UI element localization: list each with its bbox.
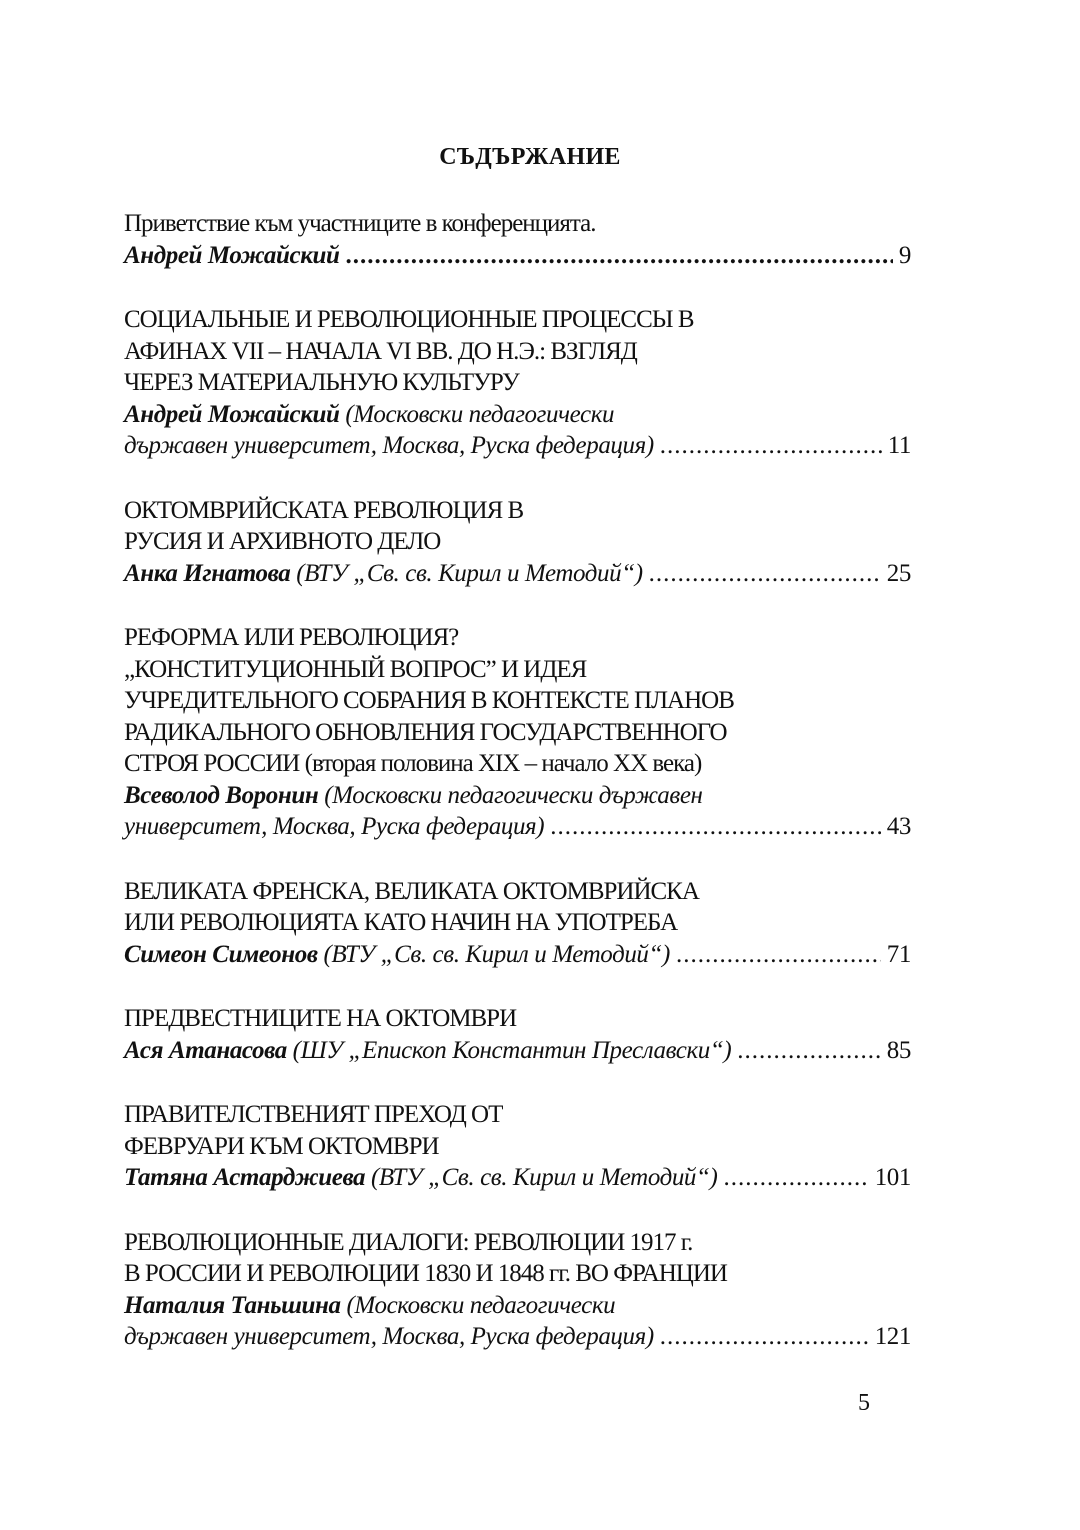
entry-author: Ася Атанасова [124,1036,287,1064]
entry-title-line: В РОССИИ И РЕВОЛЮЦИИ 1830 И 1848 гг. ВО ФРАНЦИИ [124,1260,727,1287]
entry-author-line [124,1162,911,1194]
entry-author: Татяна Астарджиева [124,1164,366,1191]
entry-page-number: 101 [874,1164,911,1191]
entry-title-line: ОКТОМВРИЙСКАТА РЕВОЛЮЦИЯ В [124,496,524,524]
entry-affiliation: държавен университет, Москва, Руска федерация) [124,432,654,459]
entry-author: Всеволод Воронин [124,781,319,809]
page-title: СЪДЪРЖАНИЕ [439,144,621,170]
entry-affiliation: (ВТУ „Св. св. Кирил и Методий“) [296,559,643,587]
entry-title-line: УЧРЕДИТЕЛЬНОГО СОБРАНИЯ В КОНТЕКСТЕ ПЛАНОВ [124,687,734,714]
entry-affiliation-line [124,811,911,843]
entry-author-line [124,558,911,590]
entry-title-line: РЕВОЛЮЦИОННЫЕ ДИАЛОГИ: РЕВОЛЮЦИИ 1917 г. [124,1228,693,1256]
entry-affiliation: (Московски педагогически [346,1291,616,1319]
entry-author-line [124,780,911,812]
entry-affiliation: (Московски педагогически [345,400,615,428]
entry-title-line: РАДИКАЛЬНОГО ОБНОВЛЕНИЯ ГОСУДАРСТВЕННОГО [124,718,727,746]
entry-title-line: Приветствие към участниците в конференцията. [124,210,596,237]
entry-affiliation: университет, Москва, Руска федерация) [124,813,545,840]
entry-author: Анка Игнатова [124,559,291,587]
entry-title-line: ВЕЛИКАТА ФРЕНСКА, ВЕЛИКАТА ОКТОМВРИЙСКА [124,877,699,905]
toc-entry [124,1099,911,1194]
toc-entry [124,1003,911,1066]
entry-title-line: СТРОЯ РОССИИ (вторая половина XIX – начало XX века) [124,750,702,777]
dot-leader [660,1321,869,1353]
toc-entry [124,495,911,590]
entry-page-number: 85 [886,1036,911,1064]
entry-title-line: РУСИЯ И АРХИВНОТО ДЕЛО [124,528,441,555]
entry-affiliation-line [124,1321,911,1353]
dot-leader [737,1035,881,1067]
entry-title-line: СОЦИАЛЬНЫЕ И РЕВОЛЮЦИОННЫЕ ПРОЦЕССЫ В [124,306,694,333]
entry-author-line [124,1290,911,1322]
entry-page-number: 25 [886,559,911,587]
entry-author: Наталия Таньшина [124,1291,341,1319]
entry-affiliation: държавен университет, Москва, Руска федерация) [124,1323,654,1350]
entry-affiliation-line [124,430,911,462]
dot-leader [723,1162,868,1194]
entry-author: Андрей Можайский [124,400,340,428]
entry-author: Симеон Симеонов [124,940,318,968]
entry-author: Андрей Можайский [124,241,340,269]
entry-author-line [124,939,911,971]
page-number: 5 [858,1390,870,1416]
entry-page-number: 121 [874,1323,911,1350]
entry-author-line [124,1035,911,1067]
entry-page-number: 43 [886,813,911,840]
toc-entry [124,876,911,971]
toc-entry [124,304,911,462]
toc-entry [124,622,911,843]
entry-title-line: ЧЕРЕЗ МАТЕРИАЛЬНУЮ КУЛЬТУРУ [124,369,519,396]
dot-leader [676,939,881,971]
toc-entry [124,1227,911,1353]
table-of-contents [124,208,911,1353]
entry-title-line: РЕФОРМА ИЛИ РЕВОЛЮЦИЯ? [124,624,459,651]
entry-affiliation: (ВТУ „Св. св. Кирил и Методий“) [323,940,670,968]
entry-title-line: ФЕВРУАРИ КЪМ ОКТОМВРИ [124,1132,439,1160]
dot-leader [660,430,882,462]
entry-title-line: ПРЕДВЕСТНИЦИТЕ НА ОКТОМВРИ [124,1005,517,1032]
entry-affiliation: (ВТУ „Св. св. Кирил и Методий“) [371,1164,718,1191]
entry-affiliation: (ШУ „Епископ Константин Преславски“) [292,1036,732,1064]
toc-entry [124,208,911,271]
dot-leader [649,558,881,590]
entry-page-number: 71 [886,940,911,968]
dot-leader [550,811,881,843]
entry-title-line: АФИНАХ VII – НАЧАЛА VI ВВ. ДО Н.Э.: ВЗГЛЯД [124,337,637,365]
entry-author-line [124,240,911,272]
dot-leader [346,240,893,272]
entry-page-number: 11 [887,432,911,459]
entry-title-line: ПРАВИТЕЛСТВЕНИЯТ ПРЕХОД ОТ [124,1101,503,1128]
entry-author-line [124,399,911,431]
entry-affiliation: (Московски педагогически държавен [324,781,703,809]
entry-title-line: ИЛИ РЕВОЛЮЦИЯТА КАТО НАЧИН НА УПОТРЕБА [124,909,678,936]
entry-title-line: „КОНСТИТУЦИОННЫЙ ВОПРОС” И ИДЕЯ [124,655,587,683]
entry-page-number: 9 [898,241,911,269]
